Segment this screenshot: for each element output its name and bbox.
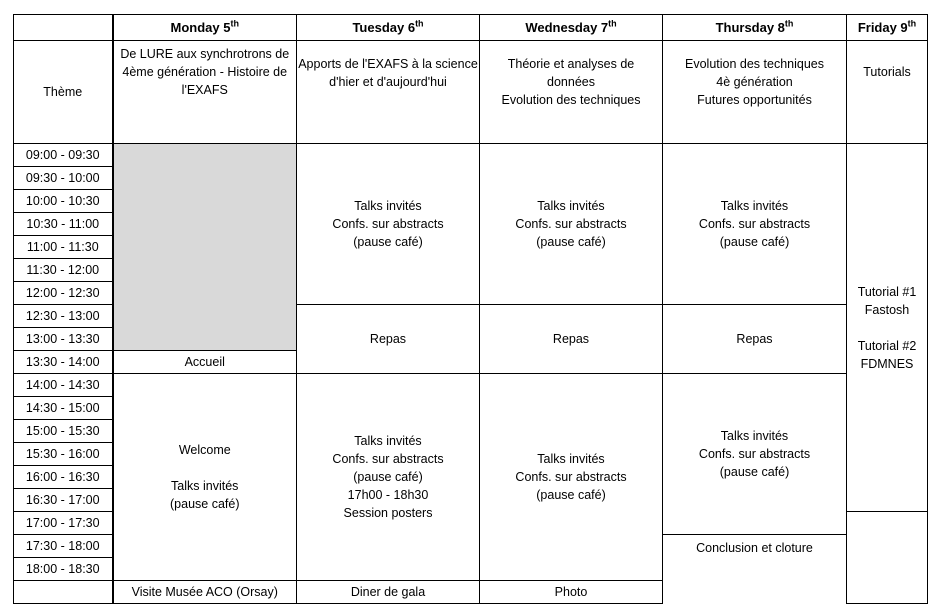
thursday-morning-block: Talks invités Confs. sur abstracts (pause café) bbox=[663, 144, 847, 305]
theme-wednesday: Théorie et analyses de données Evolution des techniques bbox=[480, 41, 663, 144]
evening-time bbox=[14, 581, 113, 604]
header-friday: Friday 9th bbox=[847, 15, 928, 41]
theme-friday: Tutorials bbox=[847, 41, 928, 144]
theme-tuesday: Apports de l'EXAFS à la science d'hier et d'aujourd'hui bbox=[297, 41, 480, 144]
slot-time: 17:00 - 17:30 bbox=[14, 512, 113, 535]
friday-tutorials-block: Tutorial #1 Fastosh Tutorial #2 FDMNES bbox=[847, 144, 928, 512]
monday-evening: Visite Musée ACO (Orsay) bbox=[113, 581, 297, 604]
tuesday-afternoon-block: Talks invités Confs. sur abstracts (pause café) 17h00 - 18h30 Session posters bbox=[297, 374, 480, 581]
schedule-table bbox=[13, 14, 928, 604]
thursday-lunch: Repas bbox=[663, 305, 847, 374]
tuesday-morning-block: Talks invités Confs. sur abstracts (pause café) bbox=[297, 144, 480, 305]
slot-time: 09:30 - 10:00 bbox=[14, 167, 113, 190]
slot-time: 11:30 - 12:00 bbox=[14, 259, 113, 282]
header-tuesday: Tuesday 6th bbox=[297, 15, 480, 41]
wednesday-lunch: Repas bbox=[480, 305, 663, 374]
slot-time: 15:00 - 15:30 bbox=[14, 420, 113, 443]
theme-monday: De LURE aux synchrotrons de 4ème génération - Histoire de l'EXAFS bbox=[113, 41, 297, 144]
slot-time: 10:30 - 11:00 bbox=[14, 213, 113, 236]
theme-label: Thème bbox=[14, 41, 113, 144]
slot-time: 16:00 - 16:30 bbox=[14, 466, 113, 489]
slot-time: 17:30 - 18:00 bbox=[14, 535, 113, 558]
monday-accueil: Accueil bbox=[113, 351, 297, 374]
slot-time: 10:00 - 10:30 bbox=[14, 190, 113, 213]
wednesday-morning-block: Talks invités Confs. sur abstracts (pause café) bbox=[480, 144, 663, 305]
theme-row bbox=[14, 41, 928, 144]
thursday-afternoon-block: Talks invités Confs. sur abstracts (pause café) bbox=[663, 374, 847, 535]
slot-time: 13:30 - 14:00 bbox=[14, 351, 113, 374]
header-row bbox=[14, 15, 928, 41]
thursday-closing: Conclusion et cloture bbox=[663, 535, 847, 604]
slot-time: 12:30 - 13:00 bbox=[14, 305, 113, 328]
header-thursday: Thursday 8th bbox=[663, 15, 847, 41]
slot-time: 14:00 - 14:30 bbox=[14, 374, 113, 397]
header-corner bbox=[14, 15, 113, 41]
slot-time: 14:30 - 15:00 bbox=[14, 397, 113, 420]
slot-time: 13:00 - 13:30 bbox=[14, 328, 113, 351]
slot-time: 16:30 - 17:00 bbox=[14, 489, 113, 512]
monday-blank-morning bbox=[113, 144, 297, 351]
wednesday-evening: Photo bbox=[480, 581, 663, 604]
header-wednesday: Wednesday 7th bbox=[480, 15, 663, 41]
slot-row bbox=[14, 374, 928, 397]
slot-time: 18:00 - 18:30 bbox=[14, 558, 113, 581]
slot-row bbox=[14, 144, 928, 167]
header-monday: Monday 5th bbox=[113, 15, 297, 41]
monday-afternoon-block: Welcome Talks invités (pause café) bbox=[113, 374, 297, 581]
wednesday-afternoon-block: Talks invités Confs. sur abstracts (pause café) bbox=[480, 374, 663, 581]
slot-time: 11:00 - 11:30 bbox=[14, 236, 113, 259]
slot-time: 15:30 - 16:00 bbox=[14, 443, 113, 466]
friday-empty-block bbox=[847, 512, 928, 604]
tuesday-evening: Diner de gala bbox=[297, 581, 480, 604]
theme-thursday: Evolution des techniques 4è génération Futures opportunités bbox=[663, 41, 847, 144]
slot-time: 09:00 - 09:30 bbox=[14, 144, 113, 167]
tuesday-lunch: Repas bbox=[297, 305, 480, 374]
slot-time: 12:00 - 12:30 bbox=[14, 282, 113, 305]
